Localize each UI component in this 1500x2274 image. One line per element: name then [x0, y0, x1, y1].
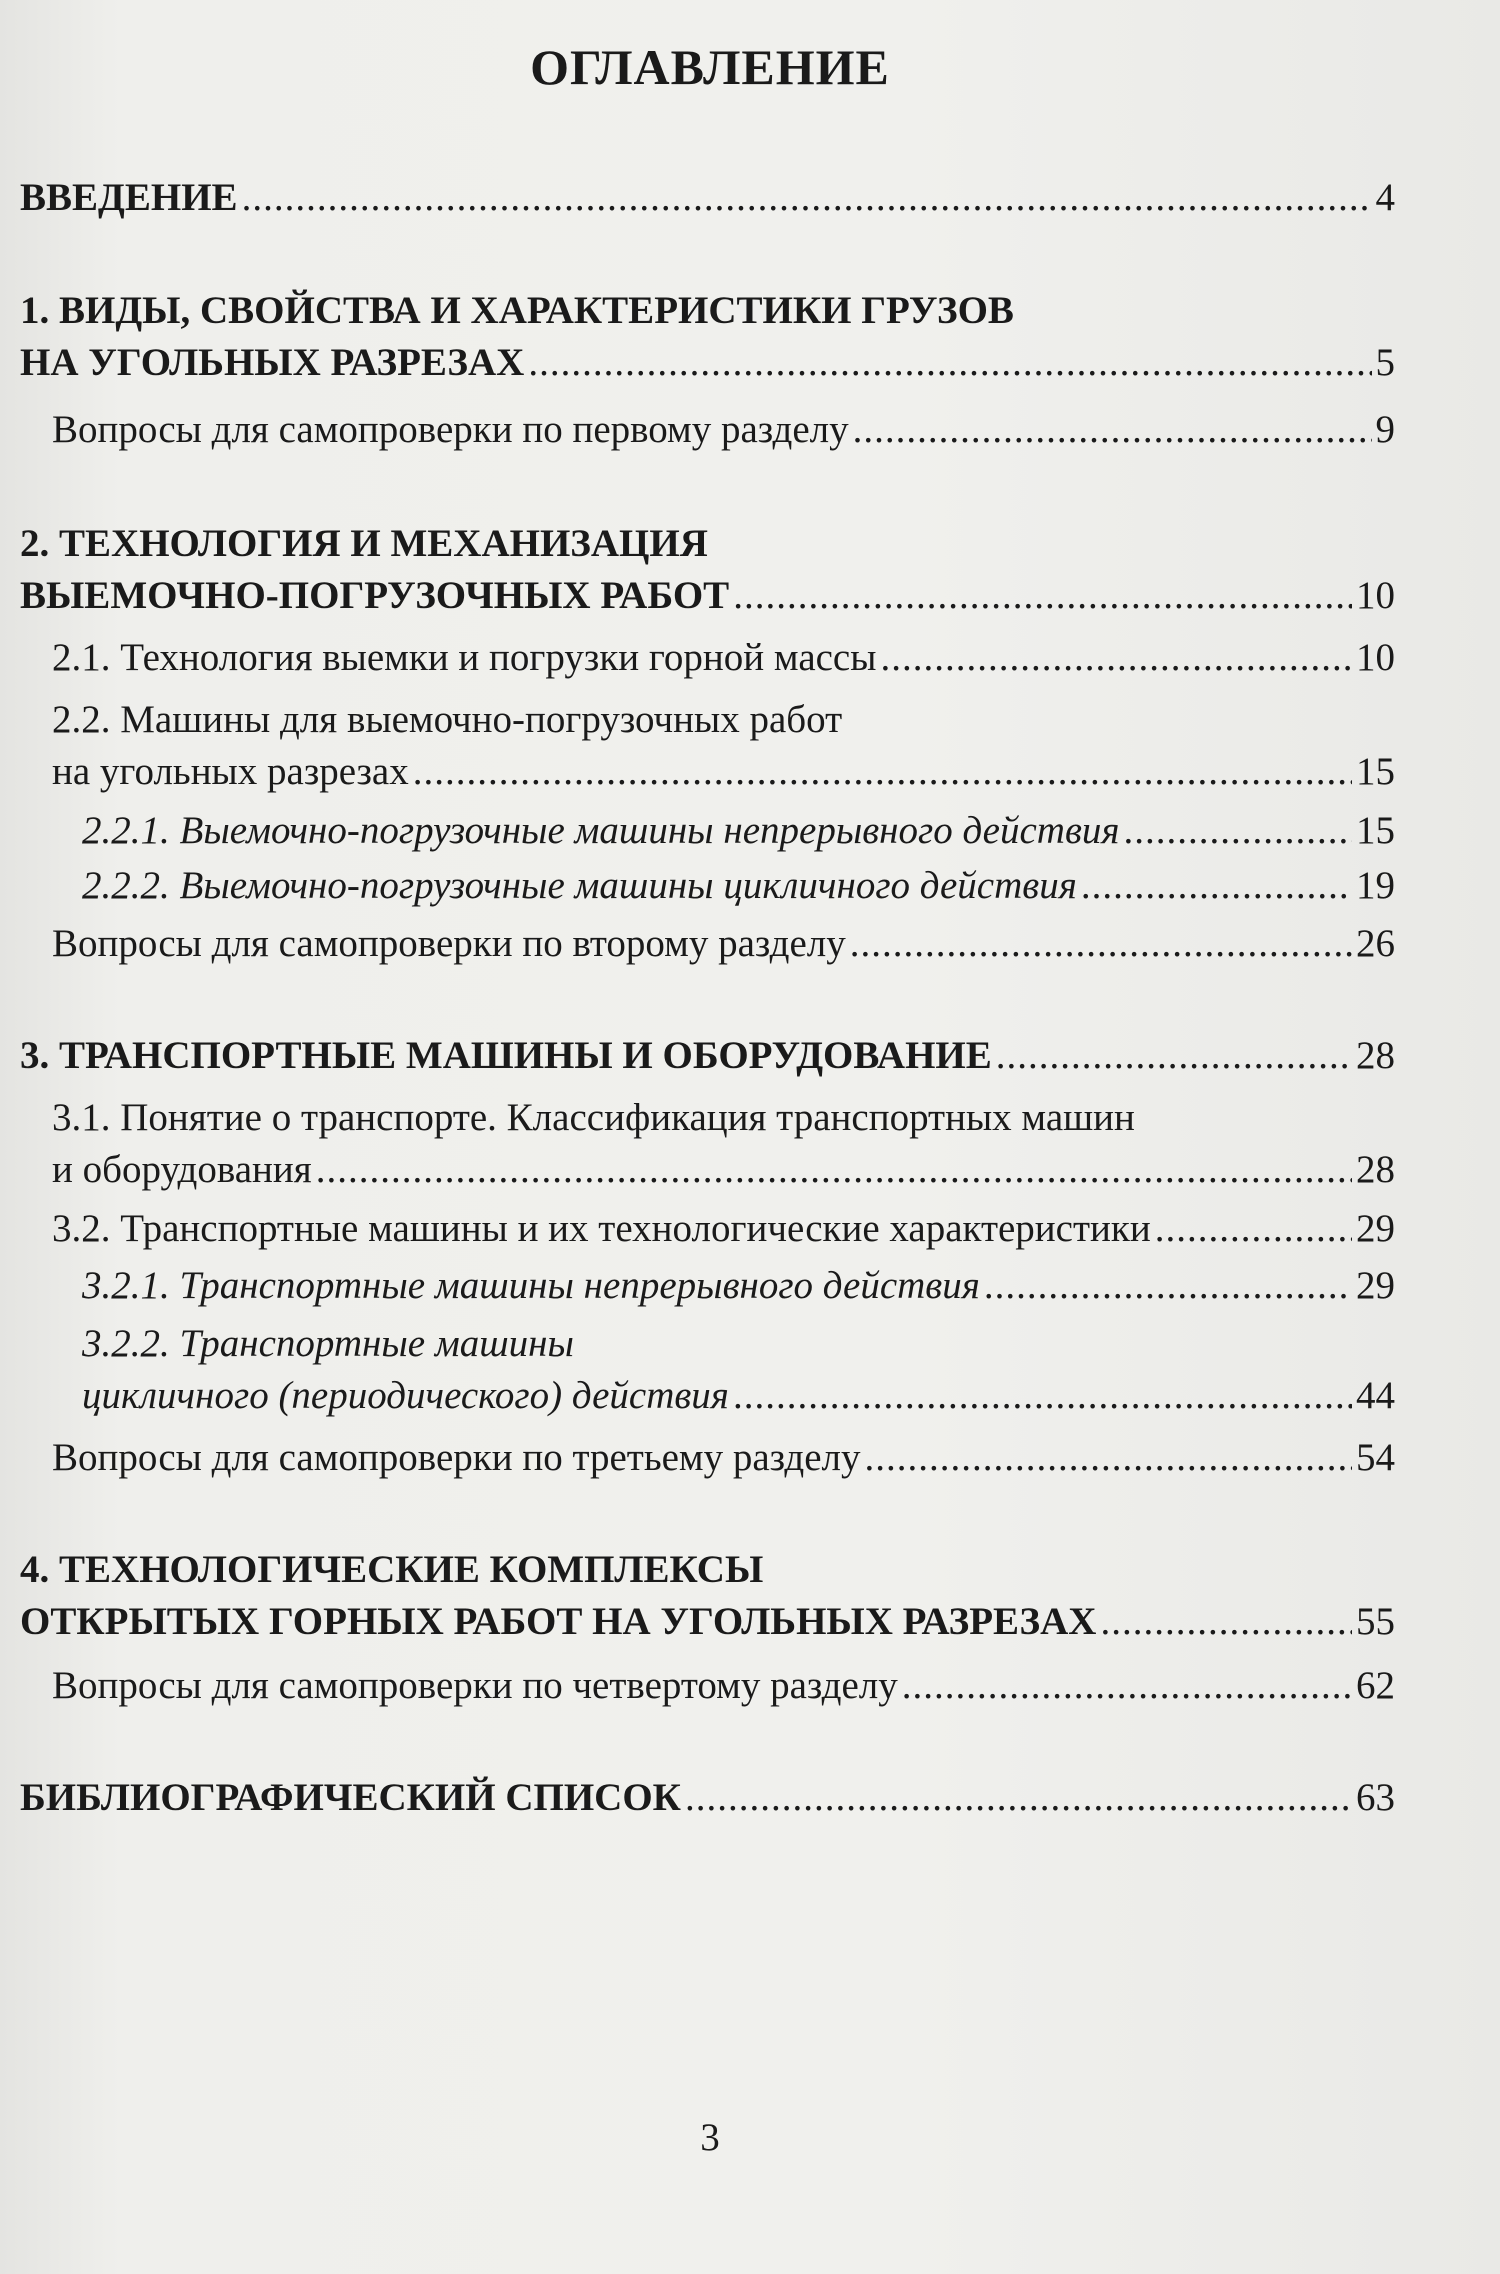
toc-entry-title: 2.1. Технология выемки и погрузки горной массы [52, 636, 877, 679]
toc-page-number: 62 [1356, 1664, 1395, 1707]
toc-page-number: 54 [1356, 1436, 1395, 1479]
toc-entry-title-line: 1. ВИДЫ, СВОЙСТВА И ХАРАКТЕРИСТИКИ ГРУЗОВ [20, 289, 1014, 332]
toc-page-number: 26 [1356, 922, 1395, 965]
toc-page-number: 29 [1356, 1207, 1395, 1250]
toc-entry-title: Вопросы для самопроверки по второму разделу [52, 922, 846, 965]
toc-entry-title: Вопросы для самопроверки по третьему разделу [52, 1436, 861, 1479]
toc-leader-dots [850, 918, 1352, 970]
toc-entry-title-line: НА УГОЛЬНЫХ РАЗРЕЗАХ [20, 341, 525, 384]
toc-page-number: 29 [1356, 1264, 1395, 1307]
toc-entry-title: 3. ТРАНСПОРТНЫЕ МАШИНЫ И ОБОРУДОВАНИЕ [20, 1034, 992, 1077]
toc-entry-2-1 [52, 632, 1395, 684]
toc-entry-questions-4 [52, 1660, 1395, 1712]
toc-entry-bibliography [20, 1772, 1395, 1824]
toc-page-number: 19 [1356, 864, 1395, 907]
page-title: ОГЛАВЛЕНИЕ [530, 39, 890, 95]
toc-entry-title: БИБЛИОГРАФИЧЕСКИЙ СПИСОК [20, 1776, 681, 1819]
toc-entry-3-2-1 [82, 1260, 1395, 1312]
toc-entry-title: Вопросы для самопроверки по четвертому разделу [52, 1664, 898, 1707]
toc-page-number: 9 [1375, 408, 1395, 451]
toc-entry-section-2 [20, 518, 1395, 622]
toc-entry-2-2-1 [82, 805, 1395, 857]
toc-page-number: 10 [1356, 574, 1395, 617]
toc-entry-title-line: 4. ТЕХНОЛОГИЧЕСКИЕ КОМПЛЕКСЫ [20, 1548, 764, 1591]
toc-entry-title: ВВЕДЕНИЕ [20, 176, 238, 219]
toc-leader-dots [413, 746, 1352, 798]
toc-entry-3-2-2 [82, 1318, 1395, 1422]
toc-entry-title-line: и оборудования [52, 1148, 312, 1191]
toc-page-number: 4 [1375, 176, 1395, 219]
toc-entry-questions-1 [52, 404, 1395, 456]
toc-entry-3-2 [52, 1203, 1395, 1255]
toc-entry-2-2 [52, 694, 1395, 798]
toc-entry-title-line: ОТКРЫТЫХ ГОРНЫХ РАБОТ НА УГОЛЬНЫХ РАЗРЕЗАХ [20, 1600, 1097, 1643]
toc-page-number: 63 [1356, 1776, 1395, 1819]
toc-entry-title: 2.2.1. Выемочно-погрузочные машины непрерывного действия [82, 809, 1120, 852]
toc-page-number: 15 [1356, 809, 1395, 852]
toc-entry-title-line: ВЫЕМОЧНО-ПОГРУЗОЧНЫХ РАБОТ [20, 574, 730, 617]
toc-entry-title-line: 3.1. Понятие о транспорте. Классификация транспортных машин [52, 1096, 1135, 1139]
toc-page-number: 10 [1356, 636, 1395, 679]
toc-entry-title-line: цикличного (периодического) действия [82, 1374, 729, 1417]
toc-entry-title-line: 2. ТЕХНОЛОГИЯ И МЕХАНИЗАЦИЯ [20, 522, 708, 565]
toc-entry-title: 3.2.1. Транспортные машины непрерывного действия [82, 1264, 980, 1307]
toc-leader-dots [1081, 860, 1352, 912]
toc-leader-dots [902, 1660, 1352, 1712]
toc-leader-dots [733, 570, 1352, 622]
toc-leader-dots [996, 1030, 1352, 1082]
toc-entry-title: 3.2. Транспортные машины и их технологические характеристики [52, 1207, 1151, 1250]
toc-leader-dots [528, 337, 1371, 389]
toc-entry-2-2-2 [82, 860, 1395, 912]
toc-leader-dots [316, 1144, 1352, 1196]
toc-leader-dots [733, 1370, 1352, 1422]
toc-entry-title: Вопросы для самопроверки по первому разделу [52, 408, 849, 451]
toc-leader-dots [853, 404, 1372, 456]
toc-leader-dots [685, 1772, 1352, 1824]
toc-entry-questions-2 [52, 918, 1395, 970]
toc-entry-questions-3 [52, 1432, 1395, 1484]
toc-page-number: 28 [1356, 1034, 1395, 1077]
toc-page-number: 15 [1356, 750, 1395, 793]
toc-page-number: 55 [1356, 1600, 1395, 1643]
toc-page-number: 5 [1375, 341, 1395, 384]
toc-leader-dots [242, 172, 1372, 224]
toc-entry-title-line: 2.2. Машины для выемочно-погрузочных работ [52, 698, 843, 741]
toc-leader-dots [1100, 1596, 1352, 1648]
toc-entry-title-line: на угольных разрезах [52, 750, 409, 793]
toc-leader-dots [984, 1260, 1352, 1312]
toc-leader-dots [864, 1432, 1352, 1484]
page-number: 3 [700, 2116, 720, 2159]
toc-entry-introduction [20, 172, 1395, 224]
toc-entry-title-line: 3.2.2. Транспортные машины [82, 1322, 574, 1365]
toc-entry-title: 2.2.2. Выемочно-погрузочные машины цикличного действия [82, 864, 1077, 907]
toc-entry-section-1 [20, 285, 1395, 389]
toc-entry-3-1 [52, 1092, 1395, 1196]
toc-leader-dots [1124, 805, 1352, 857]
toc-entry-section-3 [20, 1030, 1395, 1082]
toc-leader-dots [880, 632, 1352, 684]
toc-leader-dots [1155, 1203, 1352, 1255]
toc-entry-section-4 [20, 1544, 1395, 1648]
toc-page-number: 28 [1356, 1148, 1395, 1191]
toc-page-number: 44 [1356, 1374, 1395, 1417]
